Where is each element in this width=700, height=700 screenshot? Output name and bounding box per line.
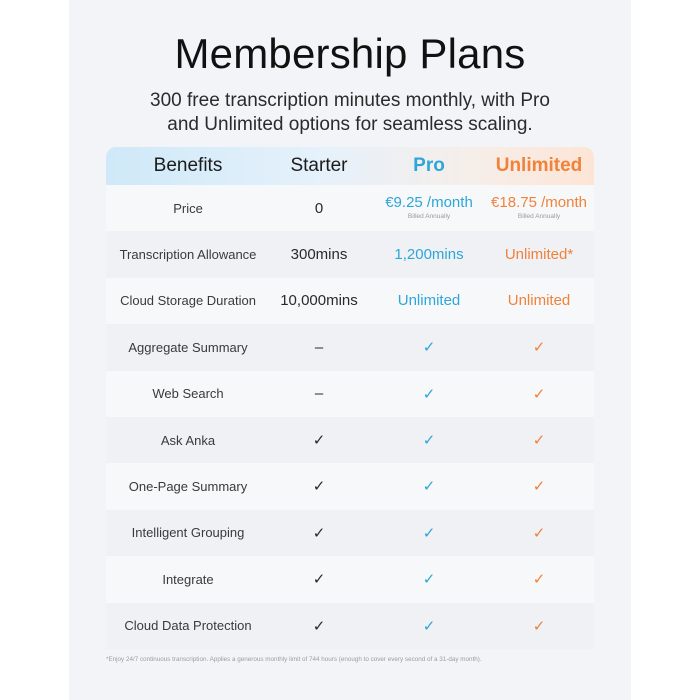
table-header — [106, 147, 594, 185]
table-row-cloud-data-protection — [106, 603, 594, 649]
pro-value: Unlimited — [397, 292, 461, 310]
subtitle-line-2: and Unlimited options for seamless scaling. — [167, 114, 533, 135]
starter-not-included-mark: – — [314, 385, 324, 403]
pro-value: 1,200mins — [394, 245, 464, 263]
pro-check-icon: ✓ — [422, 384, 436, 403]
row-label: Cloud Data Protection — [124, 618, 252, 634]
table-row-price — [106, 185, 594, 231]
table-row-integrate — [106, 556, 594, 602]
unlimited-check-icon: ✓ — [532, 523, 546, 542]
starter-not-included-mark: – — [314, 338, 324, 356]
table-row-one-page-summary — [106, 463, 594, 509]
row-label: One-Page Summary — [128, 478, 248, 494]
pro-check-icon: ✓ — [422, 616, 436, 635]
header-unlimited-plan[interactable]: Unlimited — [495, 155, 583, 176]
pro-price: €9.25 /month — [385, 194, 473, 212]
row-label: Cloud Storage Duration — [120, 293, 256, 309]
row-label: Price — [173, 200, 203, 216]
unlimited-check-icon: ✓ — [532, 338, 546, 357]
unlimited-value: Unlimited — [507, 292, 571, 310]
starter-check-icon: ✓ — [312, 477, 326, 496]
starter-check-icon: ✓ — [312, 431, 326, 449]
row-label: Aggregate Summary — [128, 339, 248, 355]
pro-check-icon: ✓ — [422, 477, 436, 496]
pro-check-icon: ✓ — [422, 431, 436, 449]
header-benefits: Benefits — [153, 155, 223, 176]
starter-value: 0 — [314, 199, 324, 217]
pro-price-cell — [374, 185, 484, 231]
unlimited-check-icon: ✓ — [532, 570, 546, 589]
starter-check-icon: ✓ — [312, 523, 326, 542]
starter-value: 10,000mins — [280, 292, 358, 310]
header-starter-plan[interactable]: Starter — [290, 155, 348, 176]
row-label: Web Search — [152, 386, 224, 402]
page-title: Membership Plans — [174, 30, 526, 77]
row-label: Intelligent Grouping — [131, 525, 245, 541]
row-label: Transcription Allowance — [119, 246, 257, 262]
unlimited-check-icon: ✓ — [532, 477, 546, 496]
starter-check-icon: ✓ — [312, 570, 326, 589]
table-row-cloud-storage-duration — [106, 278, 594, 324]
table-row-web-search — [106, 371, 594, 417]
table-row-aggregate-summary — [106, 324, 594, 370]
footnote: *Enjoy 24/7 continuous transcription. Applies a generous monthly limit of 744 hours (enough to cover every second of a 31-day month). — [106, 656, 482, 663]
header-pro-plan[interactable]: Pro — [413, 155, 445, 176]
unlimited-price-cell — [484, 185, 594, 231]
page-subtitle — [0, 89, 700, 137]
unlimited-value: Unlimited* — [504, 245, 574, 263]
row-label: Ask Anka — [160, 432, 216, 448]
unlimited-check-icon: ✓ — [532, 431, 546, 449]
starter-check-icon: ✓ — [312, 616, 326, 635]
subtitle-line-1: 300 free transcription minutes monthly, with Pro — [150, 90, 550, 111]
plans-comparison-table — [106, 147, 594, 649]
pro-check-icon: ✓ — [422, 338, 436, 357]
pro-billing-note: Billed Annually — [407, 213, 451, 221]
unlimited-billing-note: Billed Annually — [517, 213, 561, 221]
starter-value: 300mins — [290, 245, 348, 263]
unlimited-price: €18.75 /month — [491, 194, 587, 212]
pro-check-icon: ✓ — [422, 523, 436, 542]
pro-check-icon: ✓ — [422, 570, 436, 589]
unlimited-check-icon: ✓ — [532, 616, 546, 635]
unlimited-check-icon: ✓ — [532, 384, 546, 403]
table-row-ask-anka — [106, 417, 594, 463]
table-row-transcription-allowance — [106, 231, 594, 277]
table-row-intelligent-grouping — [106, 510, 594, 556]
row-label: Integrate — [162, 571, 214, 587]
